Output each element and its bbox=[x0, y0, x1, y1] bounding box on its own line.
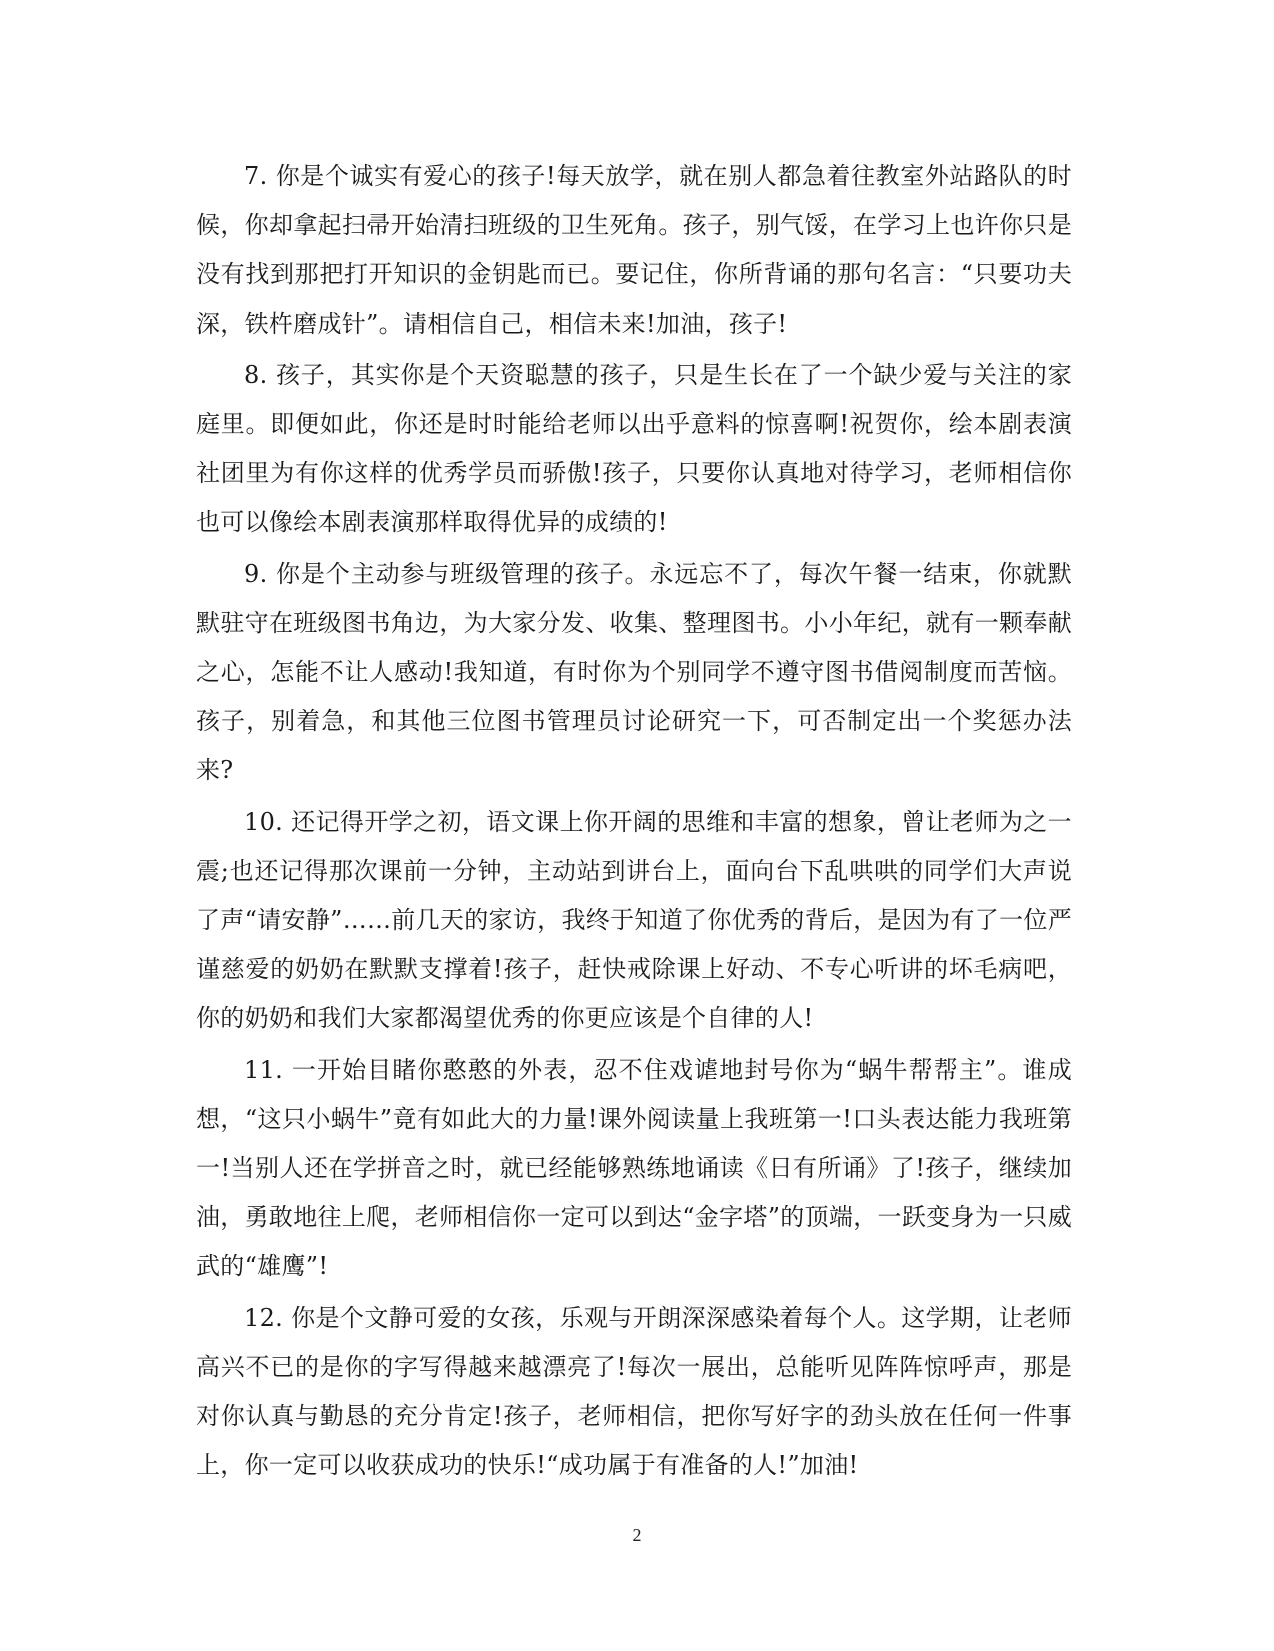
paragraph-7: 7. 你是个诚实有爱心的孩子!每天放学，就在别人都急着往教室外站路队的时候，你却拿起扫帚开始清扫班级的卫生死角。孩子，别气馁，在学习上也许你只是没有找到那把打开知识的金钥匙而已。要记住，你所背诵的那句名言：“只要功夫深，铁杵磨成针”。请相信自己，相信未来!加油，孩子! bbox=[196, 162, 1072, 338]
page-number: 2 bbox=[632, 1525, 642, 1545]
paragraph-9: 9. 你是个主动参与班级管理的孩子。永远忘不了，每次午餐一结束，你就默默驻守在班级图书角边，为大家分发、收集、整理图书。小小年纪，就有一颗奉献之心，怎能不让人感动!我知道，有时你为个别同学不遵守图书借阅制度而苦恼。孩子，别着急，和其他三位图书管理员讨论研究一下，可否制定出一个奖惩办法来? bbox=[196, 559, 1072, 785]
paragraph-12: 12. 你是个文静可爱的女孩，乐观与开朗深深感染着每个人。这学期，让老师高兴不已的是你的字写得越来越漂亮了!每次一展出，总能听见阵阵惊呼声，那是对你认真与勤恳的充分肯定!孩子，老师相信，把你写好字的劲头放在任何一件事上，你一定可以收获成功的快乐!“成功属于有准备的人!”加油! bbox=[196, 1303, 1072, 1480]
paragraph-10: 10. 还记得开学之初，语文课上你开阔的思维和丰富的想象，曾让老师为之一震;也还记得那次课前一分钟，主动站到讲台上，面向台下乱哄哄的同学们大声说了声“请安静”……前几天的家访，我终于知道了你优秀的背后，是因为有了一位严谨慈爱的奶奶在默默支撑着!孩子，赶快戒除课上好动、不专心听讲的坏毛病吧，你的奶奶和我们大家都渴望优秀的你更应该是个自律的人! bbox=[196, 807, 1072, 1033]
document-body bbox=[196, 152, 1072, 1492]
paragraph-8: 8. 孩子，其实你是个天资聪慧的孩子，只是生长在了一个缺少爱与关注的家庭里。即便如此，你还是时时能给老师以出乎意料的惊喜啊!祝贺你，绘本剧表演社团里为有你这样的优秀学员而骄傲!孩子，只要你认真地对待学习，老师相信你也可以像绘本剧表演那样取得优异的成绩的! bbox=[196, 360, 1072, 537]
paragraph-11: 11. 一开始目睹你憨憨的外表，忍不住戏谑地封号你为“蜗牛帮帮主”。谁成想，“这只小蜗牛”竟有如此大的力量!课外阅读量上我班第一!口头表达能力我班第一!当别人还在学拼音之时，就已经能够熟练地诵读《日有所诵》了!孩子，继续加油，勇敢地往上爬，老师相信你一定可以到达“金字塔”的顶端，一跃变身为一只威武的“雄鹰”! bbox=[196, 1055, 1072, 1281]
